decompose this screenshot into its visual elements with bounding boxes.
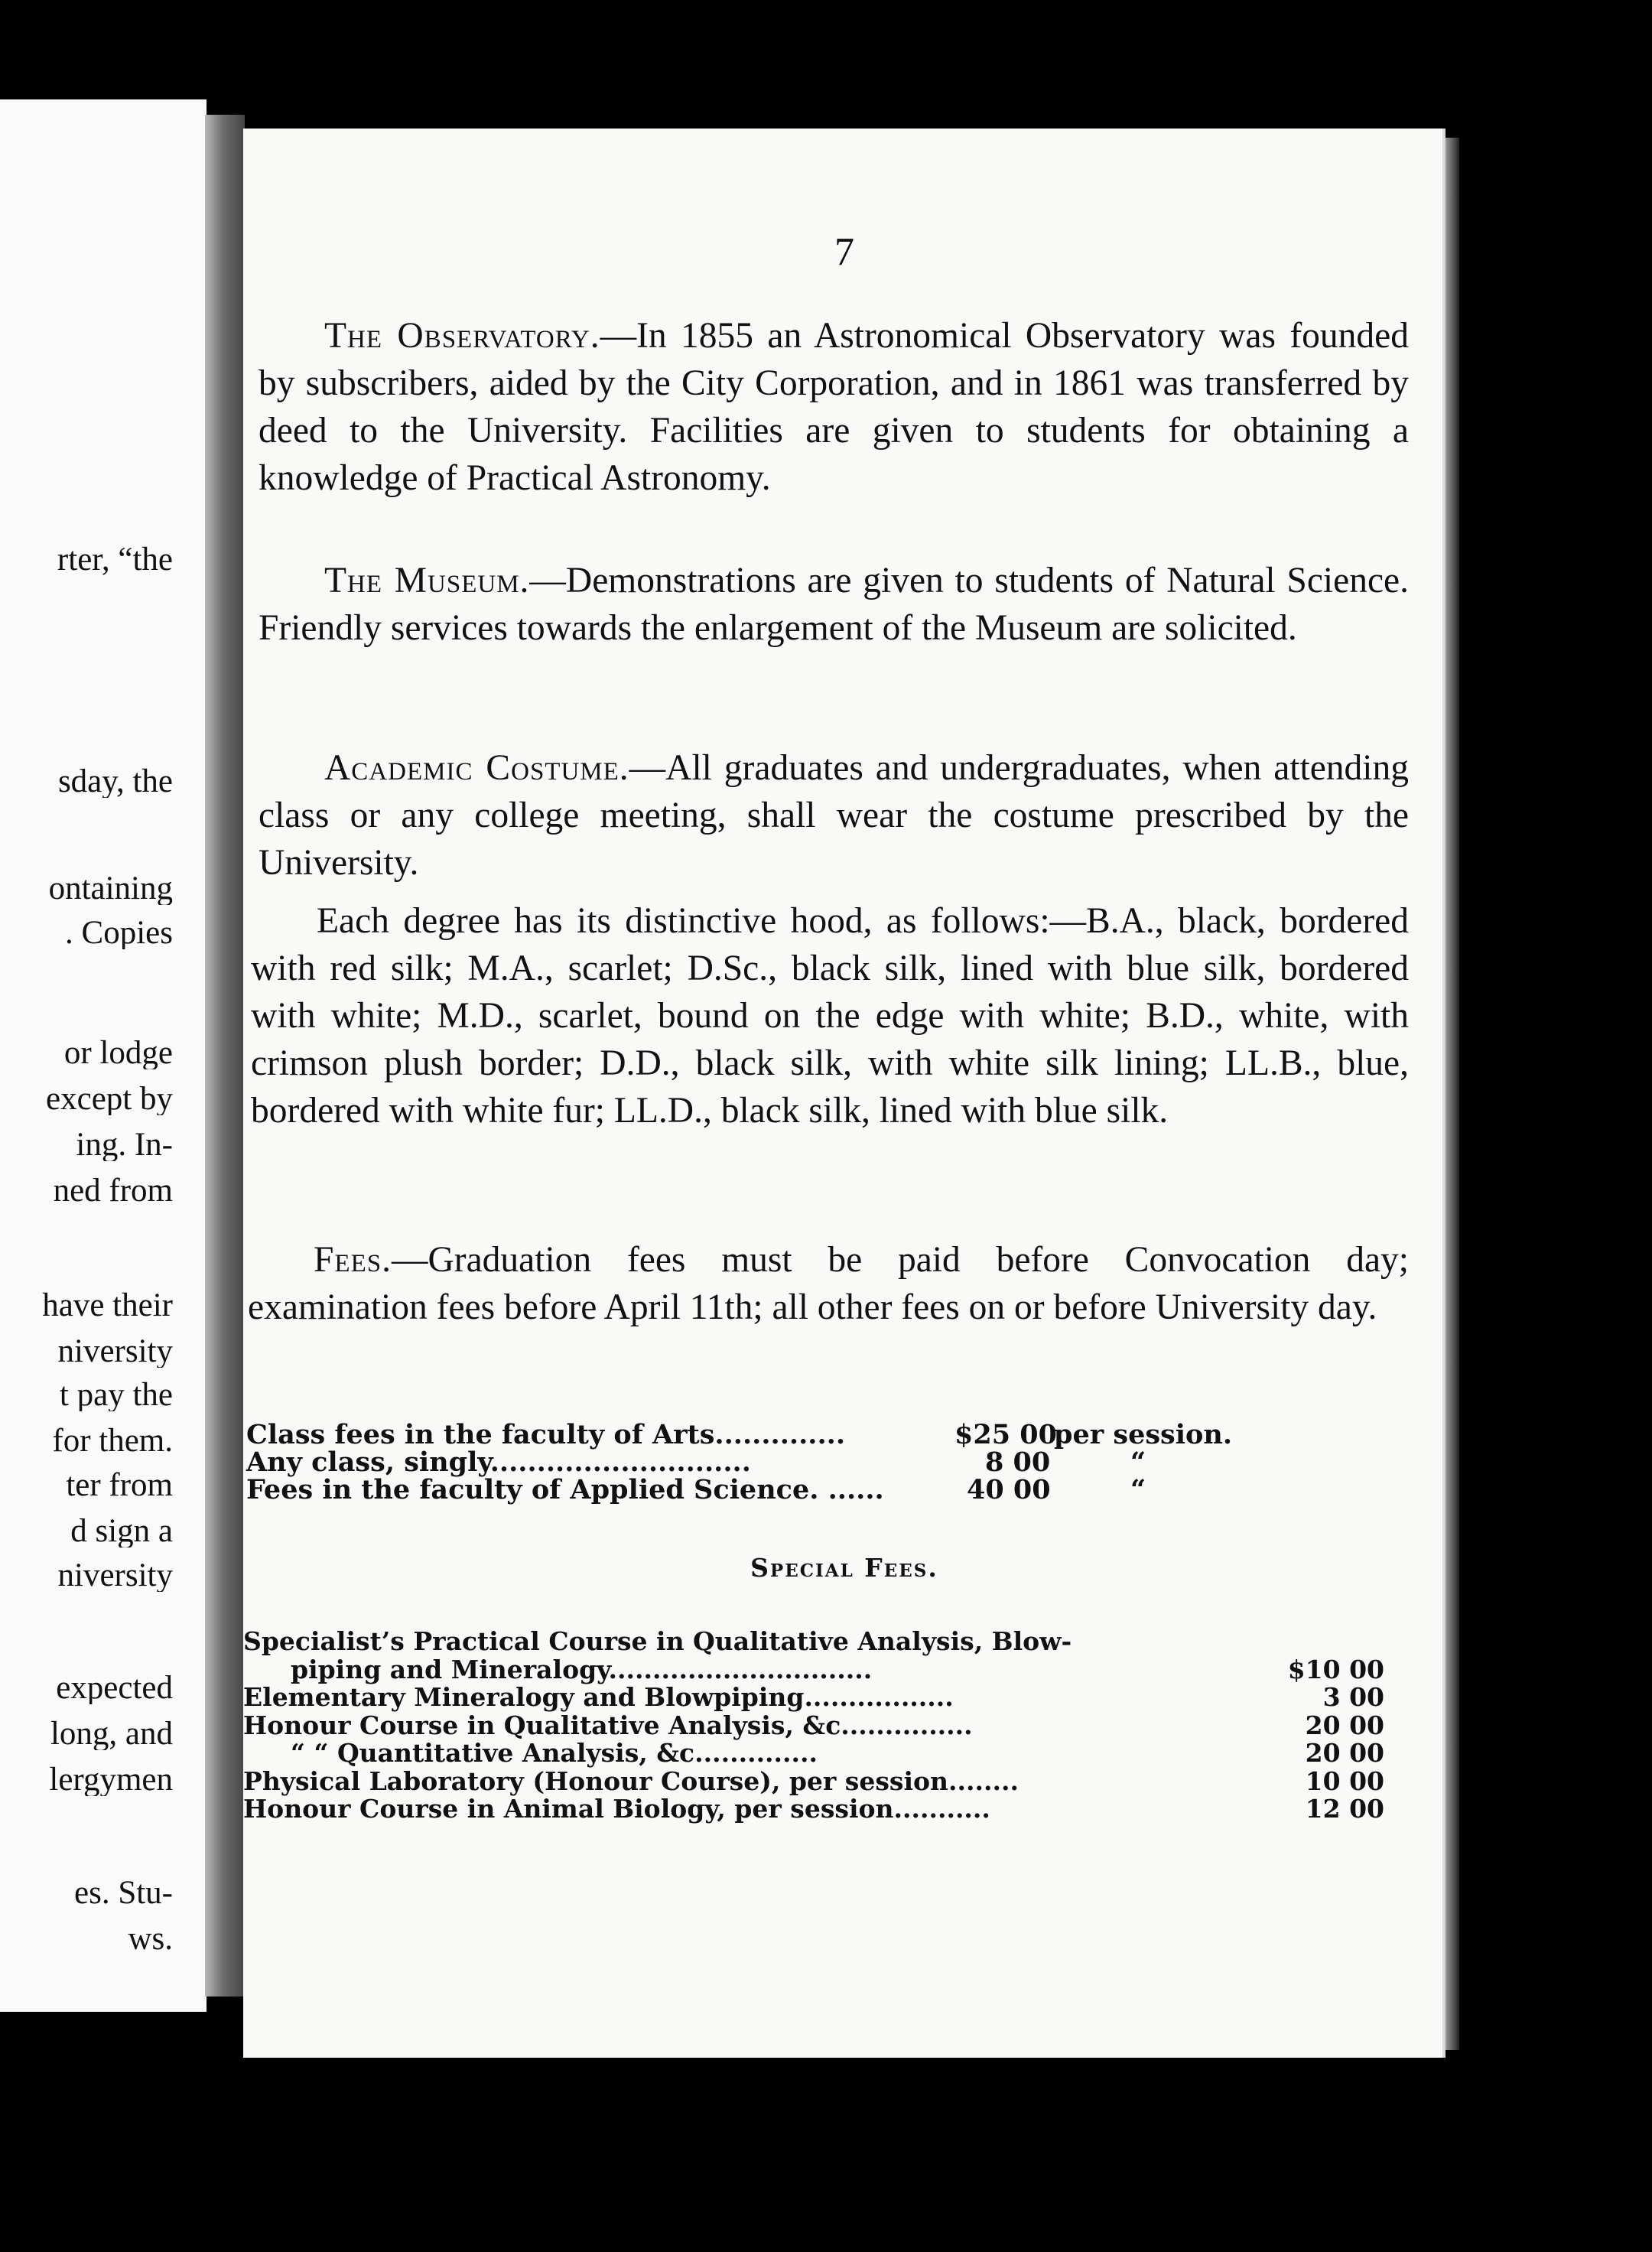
book-page [243, 129, 1446, 2058]
table-row [243, 1628, 1446, 1656]
left-line: ned from [53, 1174, 173, 1207]
table-row [243, 1684, 1446, 1712]
fee-amount: $10 00 [1287, 1654, 1384, 1684]
fee-item: Physical Laboratory (Honour Course), per session........ [243, 1765, 1019, 1796]
left-line: expected [56, 1671, 173, 1704]
previous-page-fragment [0, 99, 206, 2012]
museum-paragraph [243, 557, 1446, 652]
fees-paragraph [243, 1236, 1446, 1331]
fee-item: Specialist’s Practical Course in Qualitative Analysis, Blow- [243, 1626, 1072, 1656]
table-row [243, 1421, 1446, 1449]
hoods-paragraph [243, 897, 1446, 1134]
book-gutter [205, 115, 245, 1997]
left-line: lergymen [49, 1763, 173, 1796]
fee-amount: 3 00 [1322, 1682, 1384, 1712]
left-line: or lodge [63, 1037, 173, 1069]
left-line: except by [46, 1082, 173, 1115]
fee-table [243, 1421, 1446, 1504]
observatory-paragraph [243, 312, 1446, 502]
left-line: ws. [128, 1922, 173, 1955]
left-line: niversity [57, 1335, 173, 1368]
section-body: —Graduation fees must be paid before Convocation day; examination fees before April 11th; all other fees on or before University day. [248, 1240, 1409, 1327]
table-row [243, 1712, 1446, 1740]
fee-note: per session. [1054, 1419, 1233, 1450]
fee-item: Class fees in the faculty of Arts.............. [246, 1419, 846, 1450]
left-line: es. Stu- [74, 1876, 173, 1909]
fee-item: Honour Course in Qualitative Analysis, &c............... [243, 1710, 973, 1740]
section-heading: The Museum. [324, 561, 530, 600]
fee-note: “ [1130, 1474, 1146, 1505]
table-row [243, 1739, 1446, 1768]
fee-amount: 20 00 [1305, 1710, 1384, 1740]
left-line: ontaining [48, 872, 173, 905]
left-line: have their [42, 1289, 173, 1322]
special-fees-heading: Special Fees. [750, 1553, 938, 1583]
fee-item: “ “ Quantitative Analysis, &c.............. [291, 1738, 818, 1768]
fee-item: Fees in the faculty of Applied Science. ...... [246, 1474, 884, 1505]
fee-item: Any class, singly............................ [246, 1447, 751, 1478]
section-body: —In 1855 an Astronomical Observatory was founded by subscribers, aided by the City Corporation, and in 1861 was transferred by deed to the University. Facilities are given to students for obtaining a knowledge of Practical Astronomy. [259, 316, 1409, 498]
left-line: for them. [52, 1424, 173, 1457]
costume-paragraph [243, 744, 1446, 887]
section-heading: The Observatory. [324, 316, 600, 356]
fee-item: Elementary Mineralogy and Blowpiping................. [243, 1682, 954, 1712]
special-fees-table [243, 1628, 1446, 1824]
fee-item: piping and Mineralogy.............................. [291, 1654, 873, 1684]
fee-amount: 20 00 [1305, 1738, 1384, 1768]
left-line: ter from [66, 1469, 173, 1502]
section-heading: Fees. [314, 1240, 392, 1280]
table-row [243, 1795, 1446, 1824]
page-edge-shadow [1446, 138, 1459, 2050]
fee-amount: 8 00 [985, 1447, 1051, 1478]
page-number: 7 [834, 230, 854, 274]
fee-amount: 12 00 [1305, 1794, 1384, 1824]
left-line: d sign a [70, 1515, 173, 1547]
table-row [243, 1449, 1446, 1476]
table-row [243, 1656, 1446, 1684]
left-line: niversity [57, 1559, 173, 1592]
section-body: Each degree has its distinctive hood, as follows:—B.A., black, bordered with red silk; M.A., scarlet; D.Sc., black silk, lined with blue silk, bordered with white; M.D., scarlet, bound on the edge with white; B.D., white, with crimson plush border; D.D., black silk, with white silk lining; LL.B., blue, bordered with white fur; LL.D., black silk, lined with blue silk. [251, 901, 1409, 1131]
fee-item: Honour Course in Animal Biology, per session........... [243, 1794, 990, 1824]
fee-note: “ [1130, 1447, 1146, 1478]
fee-amount: 40 00 [967, 1474, 1051, 1505]
left-line: long, and [50, 1717, 173, 1750]
section-body: —All graduates and undergraduates, when attending class or any college meeting, shall wear the costume prescribed by the University. [259, 748, 1409, 883]
fee-amount: 10 00 [1305, 1765, 1384, 1796]
section-heading: Academic Costume. [324, 748, 629, 788]
left-line: sday, the [57, 765, 173, 798]
table-row [243, 1476, 1446, 1504]
fee-amount: $25 00 [954, 1419, 1057, 1450]
left-line: . Copies [65, 916, 173, 949]
left-line: rter, “the [57, 543, 173, 576]
table-row [243, 1765, 1446, 1796]
left-line: t pay the [59, 1378, 173, 1411]
left-line: ing. In- [76, 1128, 173, 1161]
section-body: —Demonstrations are given to students of Natural Science. Friendly services towards the enlargement of the Museum are solicited. [259, 561, 1409, 648]
